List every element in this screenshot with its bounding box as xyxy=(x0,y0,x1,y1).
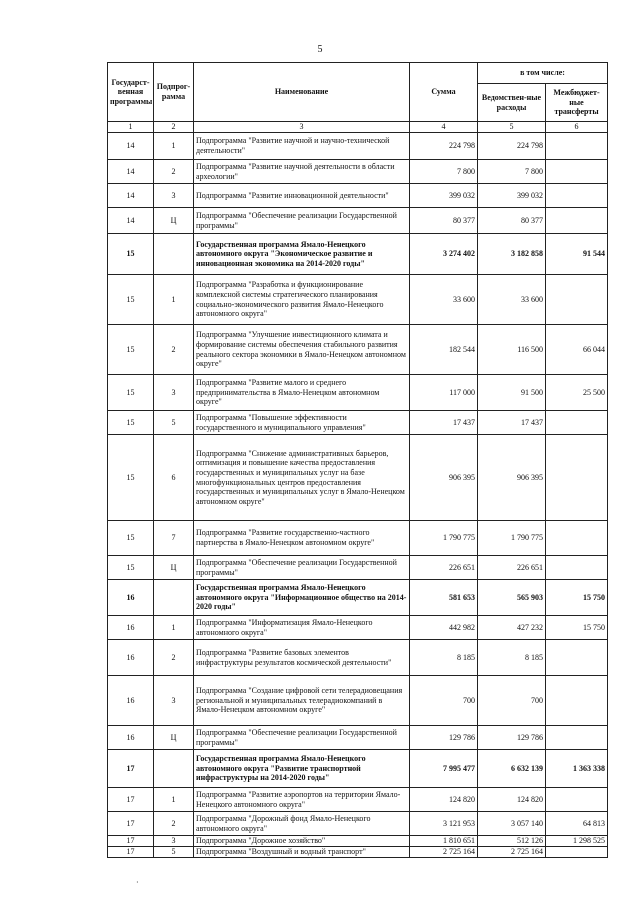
table-row xyxy=(108,208,608,234)
program-name-cell: Подпрограмма "Создание цифровой сети телерадиовещания региональной и муниципальных телерадиокомпаний в Ямало-Ненецком автономном округе" xyxy=(194,676,410,726)
program-name-cell: Подпрограмма "Разработка и функционирование комплексной системы стратегического планирования социально-экономического развития Ямало-Ненецкого автономного округа" xyxy=(194,275,410,325)
program-code-cell: 15 xyxy=(108,521,154,556)
program-name-cell: Подпрограмма "Развитие научной деятельности в области археологии" xyxy=(194,160,410,184)
table-row xyxy=(108,726,608,750)
sum-cell: 226 651 xyxy=(410,556,478,580)
interbudget-cell: 1 298 525 xyxy=(546,836,608,847)
table-row xyxy=(108,435,608,521)
departmental-cell: 906 395 xyxy=(478,435,546,521)
column-number: 2 xyxy=(154,122,194,133)
program-code-cell: 16 xyxy=(108,726,154,750)
sum-cell: 7 800 xyxy=(410,160,478,184)
program-name-cell: Подпрограмма "Снижение административных барьеров, оптимизация и повышение качества предоставления государственных и муниципальных услуг на базе многофункциональных центров предоставления государственных и муниципальных услуг в Ямало-Ненецком автономном округе" xyxy=(194,435,410,521)
table-row xyxy=(108,160,608,184)
departmental-cell: 129 786 xyxy=(478,726,546,750)
budget-table xyxy=(107,62,608,858)
sum-cell: 442 982 xyxy=(410,616,478,640)
table-row xyxy=(108,184,608,208)
departmental-cell: 33 600 xyxy=(478,275,546,325)
sum-cell: 399 032 xyxy=(410,184,478,208)
interbudget-cell xyxy=(546,640,608,676)
program-name-cell: Подпрограмма "Дорожный фонд Ямало-Ненецкого автономного округа" xyxy=(194,812,410,836)
program-name-cell: Подпрограмма "Дорожное хозяйство" xyxy=(194,836,410,847)
departmental-cell: 1 790 775 xyxy=(478,521,546,556)
departmental-cell: 8 185 xyxy=(478,640,546,676)
program-code-cell: 16 xyxy=(108,640,154,676)
table-row xyxy=(108,133,608,160)
sum-cell: 2 725 164 xyxy=(410,847,478,858)
subprogram-code-cell: Ц xyxy=(154,556,194,580)
program-code-cell: 16 xyxy=(108,676,154,726)
subprogram-code-cell: 3 xyxy=(154,375,194,411)
sum-cell: 3 274 402 xyxy=(410,234,478,275)
column-number: 3 xyxy=(194,122,410,133)
interbudget-cell xyxy=(546,133,608,160)
departmental-cell: 700 xyxy=(478,676,546,726)
program-code-cell: 15 xyxy=(108,234,154,275)
interbudget-cell xyxy=(546,160,608,184)
subprogram-code-cell: 2 xyxy=(154,160,194,184)
sum-cell: 80 377 xyxy=(410,208,478,234)
departmental-cell: 124 820 xyxy=(478,788,546,812)
departmental-cell: 6 632 139 xyxy=(478,750,546,788)
sum-cell: 117 000 xyxy=(410,375,478,411)
sum-cell: 8 185 xyxy=(410,640,478,676)
program-name-cell: Подпрограмма "Улучшение инвестиционного климата и формирование системы обеспечения стабильного развития реального сектора экономики в Ямало-Ненецком автономном округе" xyxy=(194,325,410,375)
interbudget-cell xyxy=(546,184,608,208)
program-name-cell: Подпрограмма "Развитие инновационной деятельности" xyxy=(194,184,410,208)
program-code-cell: 17 xyxy=(108,788,154,812)
subprogram-code-cell: 2 xyxy=(154,812,194,836)
subprogram-code-cell: 5 xyxy=(154,847,194,858)
program-code-cell: 15 xyxy=(108,375,154,411)
program-name-cell: Подпрограмма "Обеспечение реализации Государственной программы" xyxy=(194,208,410,234)
page-number: 5 xyxy=(317,44,323,55)
interbudget-cell xyxy=(546,208,608,234)
departmental-cell: 91 500 xyxy=(478,375,546,411)
sum-cell: 224 798 xyxy=(410,133,478,160)
interbudget-cell xyxy=(546,676,608,726)
column-number: 4 xyxy=(410,122,478,133)
program-name-cell: Подпрограмма "Обеспечение реализации Государственной программы" xyxy=(194,726,410,750)
departmental-cell: 116 500 xyxy=(478,325,546,375)
stray-mark: · xyxy=(136,878,139,887)
interbudget-cell: 15 750 xyxy=(546,616,608,640)
table-row xyxy=(108,234,608,275)
interbudget-cell: 66 044 xyxy=(546,325,608,375)
program-name-cell: Подпрограмма "Обеспечение реализации Государственной программы" xyxy=(194,556,410,580)
table-row xyxy=(108,750,608,788)
program-code-cell: 17 xyxy=(108,812,154,836)
interbudget-cell xyxy=(546,556,608,580)
program-name-cell: Подпрограмма "Воздушный и водный транспорт" xyxy=(194,847,410,858)
program-name-cell: Подпрограмма "Развитие научной и научно-технической деятельности" xyxy=(194,133,410,160)
departmental-cell: 565 903 xyxy=(478,580,546,616)
interbudget-cell xyxy=(546,275,608,325)
program-code-cell: 15 xyxy=(108,325,154,375)
subprogram-code-cell xyxy=(154,580,194,616)
program-name-cell: Государственная программа Ямало-Ненецкого автономного округа "Развитие транспортной инфраструктуры на 2014-2020 годы" xyxy=(194,750,410,788)
departmental-cell: 512 126 xyxy=(478,836,546,847)
program-name-cell: Подпрограмма "Повышение эффективности государственного и муниципального управления" xyxy=(194,411,410,435)
subprogram-code-cell xyxy=(154,750,194,788)
program-code-cell: 17 xyxy=(108,750,154,788)
table-row xyxy=(108,847,608,858)
program-name-cell: Подпрограмма "Развитие базовых элементов инфраструктуры результатов космической деятельности" xyxy=(194,640,410,676)
table-row xyxy=(108,521,608,556)
column-number: 1 xyxy=(108,122,154,133)
program-name-cell: Подпрограмма "Развитие аэропортов на территории Ямало-Ненецкого автономного округа" xyxy=(194,788,410,812)
table-row xyxy=(108,616,608,640)
subprogram-code-cell: 3 xyxy=(154,836,194,847)
sum-cell: 581 653 xyxy=(410,580,478,616)
subprogram-code-cell: 5 xyxy=(154,411,194,435)
program-code-cell: 14 xyxy=(108,160,154,184)
header-name: Наименование xyxy=(194,63,410,122)
departmental-cell: 17 437 xyxy=(478,411,546,435)
program-name-cell: Подпрограмма "Развитие государственно-частного партнерства в Ямало-Ненецком автономном округе" xyxy=(194,521,410,556)
subprogram-code-cell: 1 xyxy=(154,133,194,160)
interbudget-cell: 15 750 xyxy=(546,580,608,616)
table-row xyxy=(108,676,608,726)
program-code-cell: 16 xyxy=(108,580,154,616)
interbudget-cell xyxy=(546,726,608,750)
sum-cell: 7 995 477 xyxy=(410,750,478,788)
interbudget-cell: 1 363 338 xyxy=(546,750,608,788)
table-row xyxy=(108,275,608,325)
interbudget-cell xyxy=(546,847,608,858)
subprogram-code-cell: 1 xyxy=(154,275,194,325)
sum-cell: 3 121 953 xyxy=(410,812,478,836)
program-code-cell: 14 xyxy=(108,133,154,160)
subprogram-code-cell: 1 xyxy=(154,788,194,812)
departmental-cell: 80 377 xyxy=(478,208,546,234)
program-code-cell: 15 xyxy=(108,556,154,580)
interbudget-cell xyxy=(546,411,608,435)
program-code-cell: 15 xyxy=(108,435,154,521)
interbudget-cell: 91 544 xyxy=(546,234,608,275)
table-row xyxy=(108,325,608,375)
header-subprogram: Подпрог-рамма xyxy=(154,63,194,122)
departmental-cell: 7 800 xyxy=(478,160,546,184)
header-interbudget: Межбюджет-ные трансферты xyxy=(546,84,608,122)
sum-cell: 1 810 651 xyxy=(410,836,478,847)
column-number: 5 xyxy=(478,122,546,133)
table-row xyxy=(108,580,608,616)
header-program: Государст-венная программы xyxy=(108,63,154,122)
subprogram-code-cell: 1 xyxy=(154,616,194,640)
program-code-cell: 14 xyxy=(108,184,154,208)
sum-cell: 129 786 xyxy=(410,726,478,750)
interbudget-cell xyxy=(546,521,608,556)
sum-cell: 33 600 xyxy=(410,275,478,325)
departmental-cell: 3 057 140 xyxy=(478,812,546,836)
interbudget-cell xyxy=(546,435,608,521)
sum-cell: 17 437 xyxy=(410,411,478,435)
subprogram-code-cell: 3 xyxy=(154,184,194,208)
departmental-cell: 3 182 858 xyxy=(478,234,546,275)
program-code-cell: 14 xyxy=(108,208,154,234)
sum-cell: 1 790 775 xyxy=(410,521,478,556)
program-name-cell: Государственная программа Ямало-Ненецкого автономного округа "Экономическое развитие и инновационная экономика на 2014-2020 годы" xyxy=(194,234,410,275)
departmental-cell: 399 032 xyxy=(478,184,546,208)
table-row xyxy=(108,375,608,411)
program-code-cell: 16 xyxy=(108,616,154,640)
table-row xyxy=(108,556,608,580)
table-row xyxy=(108,812,608,836)
sum-cell: 182 544 xyxy=(410,325,478,375)
header-departmental: Ведомствен-ные расходы xyxy=(478,84,546,122)
program-code-cell: 17 xyxy=(108,847,154,858)
table-row xyxy=(108,640,608,676)
program-code-cell: 15 xyxy=(108,411,154,435)
subprogram-code-cell: 3 xyxy=(154,676,194,726)
program-name-cell: Подпрограмма "Информатизация Ямало-Ненецкого автономного округа" xyxy=(194,616,410,640)
interbudget-cell: 25 500 xyxy=(546,375,608,411)
departmental-cell: 226 651 xyxy=(478,556,546,580)
subprogram-code-cell: 2 xyxy=(154,325,194,375)
subprogram-code-cell: 7 xyxy=(154,521,194,556)
subprogram-code-cell: Ц xyxy=(154,208,194,234)
header-group: в том числе: xyxy=(478,63,608,84)
program-name-cell: Государственная программа Ямало-Ненецкого автономного округа "Информационное общество на 2014-2020 годы" xyxy=(194,580,410,616)
program-code-cell: 15 xyxy=(108,275,154,325)
table-body xyxy=(108,133,608,858)
subprogram-code-cell: Ц xyxy=(154,726,194,750)
departmental-cell: 2 725 164 xyxy=(478,847,546,858)
subprogram-code-cell: 6 xyxy=(154,435,194,521)
subprogram-code-cell: 2 xyxy=(154,640,194,676)
sum-cell: 700 xyxy=(410,676,478,726)
column-number: 6 xyxy=(546,122,608,133)
table-row xyxy=(108,788,608,812)
departmental-cell: 224 798 xyxy=(478,133,546,160)
sum-cell: 906 395 xyxy=(410,435,478,521)
program-name-cell: Подпрограмма "Развитие малого и среднего предпринимательства в Ямало-Ненецком автономном округе" xyxy=(194,375,410,411)
table-row xyxy=(108,836,608,847)
subprogram-code-cell xyxy=(154,234,194,275)
interbudget-cell xyxy=(546,788,608,812)
table-row xyxy=(108,411,608,435)
sum-cell: 124 820 xyxy=(410,788,478,812)
header-sum: Сумма xyxy=(410,63,478,122)
program-code-cell: 17 xyxy=(108,836,154,847)
interbudget-cell: 64 813 xyxy=(546,812,608,836)
departmental-cell: 427 232 xyxy=(478,616,546,640)
